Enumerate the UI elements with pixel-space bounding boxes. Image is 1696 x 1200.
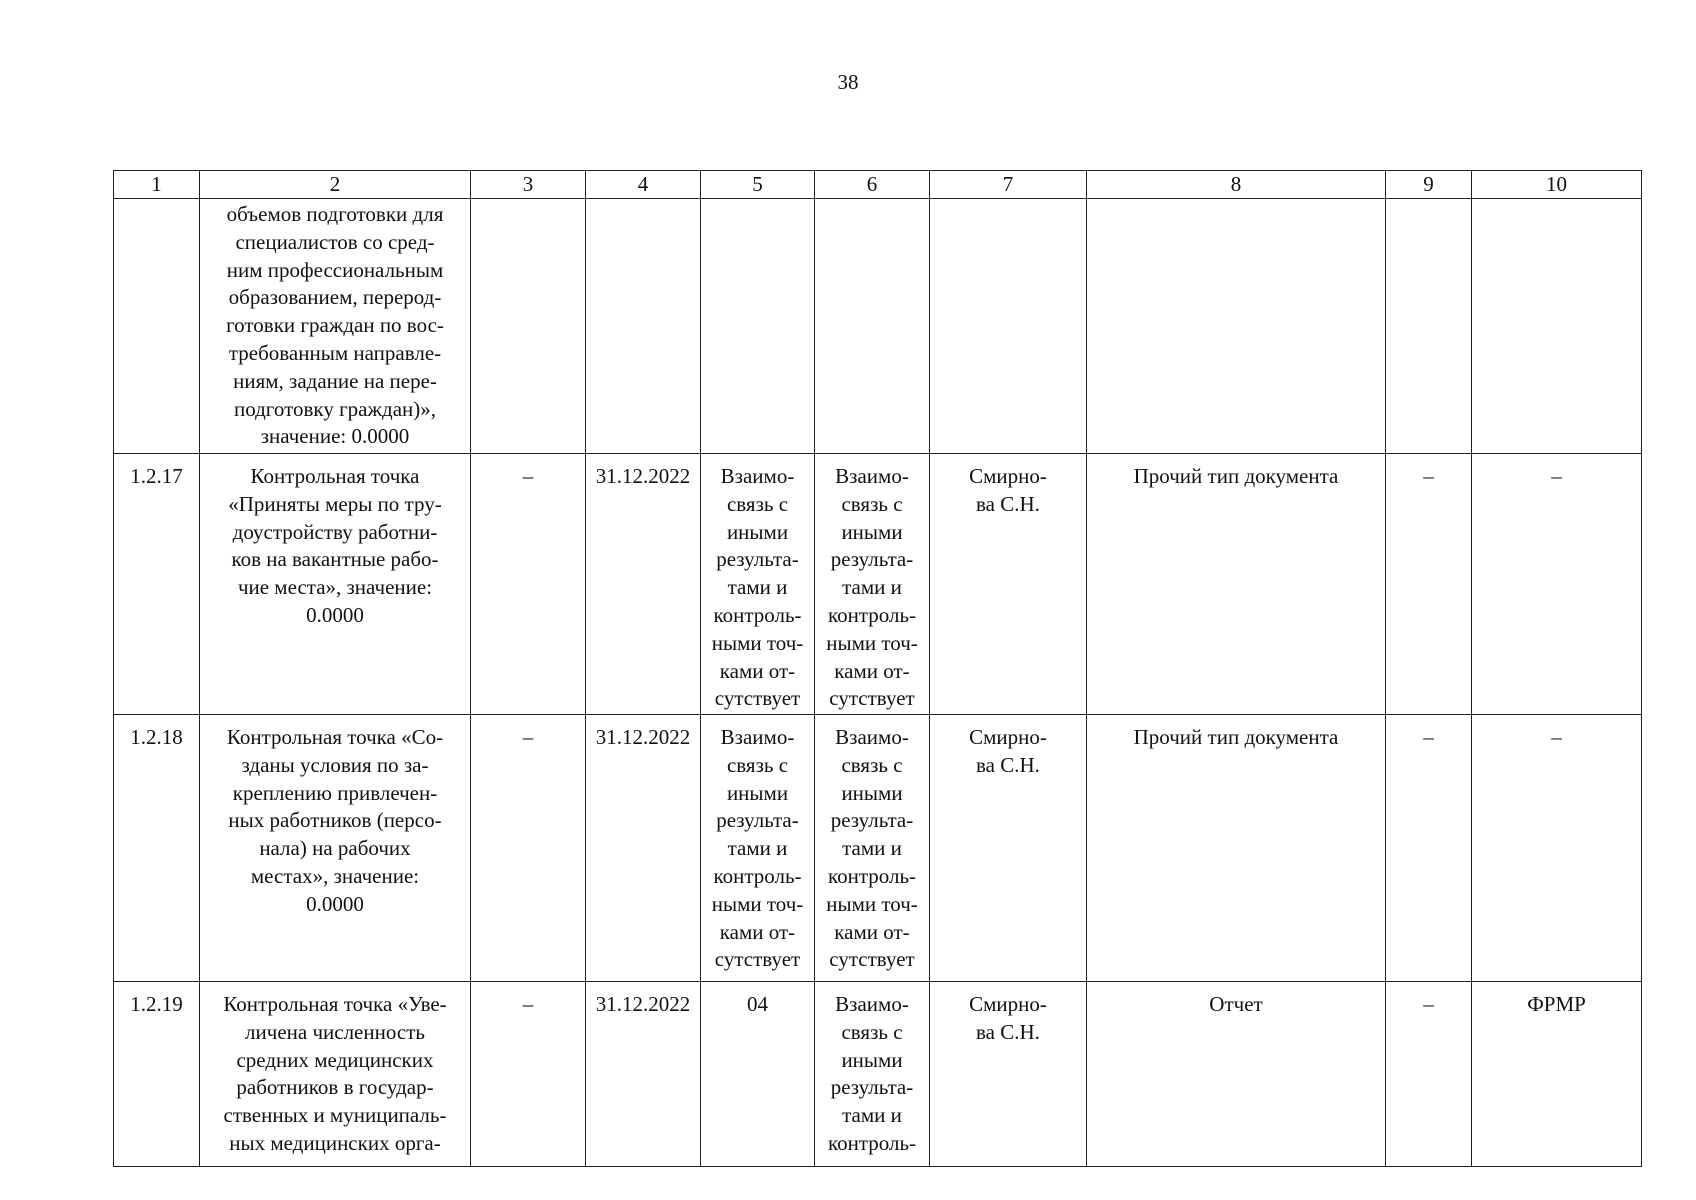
table-cell — [114, 199, 200, 454]
table-cell: 31.12.2022 — [586, 715, 701, 982]
table-cell: Контрольная точка «Уве- личена численность средних медицинских работников в государ- ственных и муниципаль- ных медицинских орга- — [200, 982, 471, 1167]
table-cell: Смирно- ва С.Н. — [930, 454, 1087, 715]
table-row — [114, 454, 1642, 715]
column-header: 2 — [200, 171, 471, 199]
table-cell: 1.2.17 — [114, 454, 200, 715]
table-cell — [1087, 199, 1386, 454]
page-number: 38 — [837, 70, 859, 94]
table-cell — [1386, 199, 1472, 454]
table-cell: Взаимо- связь с иными результа- тами и контроль- ными точ- ками от- сутствует — [701, 454, 815, 715]
table-cell: 31.12.2022 — [586, 982, 701, 1167]
table-row — [114, 715, 1642, 982]
column-header: 3 — [471, 171, 586, 199]
schedule-table — [113, 170, 1642, 1167]
table-cell: – — [471, 982, 586, 1167]
table-cell: – — [1386, 454, 1472, 715]
table-cell: Взаимо- связь с иными результа- тами и контроль- — [815, 982, 930, 1167]
table-cell — [930, 199, 1087, 454]
table-cell: Взаимо- связь с иными результа- тами и контроль- ными точ- ками от- сутствует — [701, 715, 815, 982]
table-cell: – — [471, 454, 586, 715]
table-cell: Прочий тип документа — [1087, 454, 1386, 715]
table-cell — [586, 199, 701, 454]
column-header: 9 — [1386, 171, 1472, 199]
table-cell: 1.2.19 — [114, 982, 200, 1167]
column-header: 8 — [1087, 171, 1386, 199]
table-row — [114, 199, 1642, 454]
column-header: 5 — [701, 171, 815, 199]
table-cell: Отчет — [1087, 982, 1386, 1167]
table-cell: 04 — [701, 982, 815, 1167]
table-cell: – — [471, 715, 586, 982]
table-cell: – — [1386, 982, 1472, 1167]
table-cell: 31.12.2022 — [586, 454, 701, 715]
table-cell: – — [1472, 715, 1642, 982]
table-cell: объемов подготовки для специалистов со сред- ним профессиональным образованием, переpод- готовки граждан по вос- требованным направле- ниям, задание на пере- подготовку граждан)», значение: 0.0000 — [200, 199, 471, 454]
table-cell: ФРМР — [1472, 982, 1642, 1167]
table-cell — [701, 199, 815, 454]
column-header: 6 — [815, 171, 930, 199]
table-cell — [1472, 199, 1642, 454]
table-cell: Контрольная точка «Со- зданы условия по за- креплению привлечен- ных работников (персо- нала) на рабочих местах», значение: 0.0000 — [200, 715, 471, 982]
table-cell — [815, 199, 930, 454]
table-cell — [471, 199, 586, 454]
table-cell: Смирно- ва С.Н. — [930, 715, 1087, 982]
table-cell: Прочий тип документа — [1087, 715, 1386, 982]
table-cell: Взаимо- связь с иными результа- тами и контроль- ными точ- ками от- сутствует — [815, 715, 930, 982]
table-cell: Смирно- ва С.Н. — [930, 982, 1087, 1167]
column-header: 10 — [1472, 171, 1642, 199]
column-header: 1 — [114, 171, 200, 199]
table-row — [114, 982, 1642, 1167]
header-row — [114, 171, 1642, 199]
column-header: 7 — [930, 171, 1087, 199]
table-cell: 1.2.18 — [114, 715, 200, 982]
column-header: 4 — [586, 171, 701, 199]
table-cell: Взаимо- связь с иными результа- тами и контроль- ными точ- ками от- сутствует — [815, 454, 930, 715]
table-cell: – — [1472, 454, 1642, 715]
table-cell: Контрольная точка «Приняты меры по тру- доустройству работни- ков на вакантные рабо- чие места», значение: 0.0000 — [200, 454, 471, 715]
table-cell: – — [1386, 715, 1472, 982]
